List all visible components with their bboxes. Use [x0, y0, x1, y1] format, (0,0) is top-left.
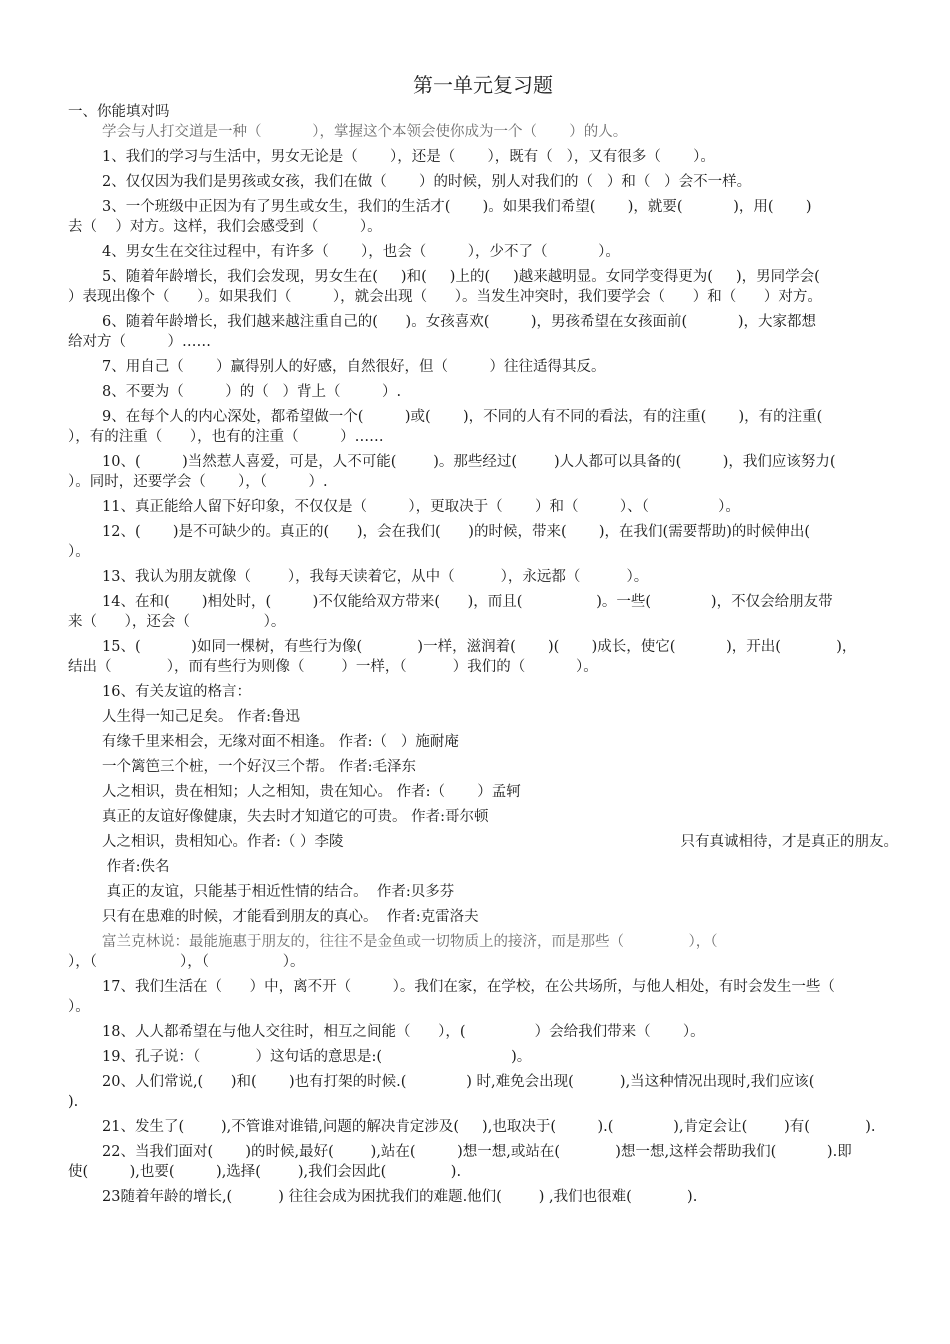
question-line-continued: 给对方（ ）……	[68, 334, 211, 350]
question-line: 12、( )是不可缺少的。真正的( )，会在我们( )的时候，带来( )，在我们(需要帮助)的时候伸出(	[102, 524, 811, 540]
question-line: 6、随着年龄增长，我们越来越注重自己的( )。女孩喜欢( )，男孩希望在女孩面前( )，大家都想	[102, 314, 817, 330]
question-item	[68, 567, 898, 587]
question-line: 19、孔子说：（ ）这句话的意思是:( )。	[102, 1049, 532, 1065]
question-line-continued: ），有的注重（ ），也有的注重（ ）……	[68, 429, 384, 445]
franklin-line-1: 富兰克林说：最能施惠于朋友的，往往不是金鱼或一切物质上的接济，而是那些（ ），（	[102, 934, 718, 950]
question-item	[68, 382, 898, 402]
quote-split-row	[68, 832, 898, 852]
question-item	[68, 592, 898, 632]
question-line: 13、我认为朋友就像（ ），我每天读着它，从中（ ），永远都（ ）。	[102, 569, 649, 585]
question-line-continued: 使( ),也要( ),选择( ),我们会因此( ).	[68, 1164, 462, 1180]
question-line-continued: ）表现出像个（ ）。如果我们（ ），就会出现（ ）。当发生冲突时，我们要学会（ ）和（ ）对方。	[68, 289, 822, 305]
question-line-continued: ）。	[68, 544, 90, 560]
quote-line: 人生得一知己足矣。 作者:鲁迅	[102, 709, 300, 725]
question-line: 3、一个班级中正因为有了男生或女生，我们的生活才( )。如果我们希望( )，就要( )，用( )	[102, 199, 812, 215]
question-item	[68, 977, 898, 1017]
question-line: 5、随着年龄增长，我们会发现，男女生在( )和( )上的( )越来越明显。女同学变得更为( )，男同学会(	[102, 269, 820, 285]
question-line-continued: 来（ ），还会（ ）。	[68, 614, 286, 630]
quote-line: 有缘千里来相会，无缘对面不相逢。 作者:（ ）施耐庵	[102, 734, 459, 750]
question-item	[68, 242, 898, 262]
question-line: 4、男女生在交往过程中，有许多（ ），也会（ ），少不了（ ）。	[102, 244, 620, 260]
franklin-quote	[68, 932, 898, 972]
question-line-continued: 结出（ ），而有些行为则像（ ）一样，（ ）我们的（ ）。	[68, 659, 598, 675]
quote-line: 一个篱笆三个桩，一个好汉三个帮。 作者:毛泽东	[102, 759, 416, 775]
franklin-line-2: ），（ ），（ ）。	[68, 954, 305, 970]
question-line-continued: ）。	[68, 999, 90, 1015]
question-line-continued: ）。同时，还要学会（ ），（ ）.	[68, 474, 328, 490]
intro-line: 学会与人打交道是一种（ ），掌握这个本领会使你成为一个（ ）的人。	[102, 124, 628, 140]
question-line: 10、( )当然惹人喜爱，可是，人不可能( )。那些经过( )人人都可以具备的( )，我们应该努力(	[102, 454, 836, 470]
question-item	[68, 1117, 898, 1137]
quote-list-2	[68, 857, 898, 927]
document-page	[68, 72, 898, 1207]
question-line: 1、我们的学习与生活中，男女无论是（ ），还是（ ），既有（ ），又有很多（ ）。	[102, 149, 715, 165]
quote-list	[68, 707, 898, 827]
question-item	[68, 497, 898, 517]
section-heading: 一、你能填对吗	[68, 104, 170, 120]
question-line: 15、( )如同一棵树，有些行为像( )一样，滋润着( )( )成长，使它( )，开出( )，	[102, 639, 857, 655]
question-list	[68, 147, 898, 702]
question-item	[68, 1072, 898, 1112]
question-line: 9、在每个人的内心深处，都希望做一个( )或( )，不同的人有不同的看法，有的注重( )，有的注重(	[102, 409, 823, 425]
document-title: 第一单元复习题	[413, 73, 553, 97]
question-item	[68, 522, 898, 562]
question-item	[68, 1047, 898, 1067]
question-item	[68, 267, 898, 307]
question-item	[68, 172, 898, 192]
question-item	[68, 357, 898, 377]
question-line: 21、发生了( ),不管谁对谁错,问题的解决肯定涉及( ),也取决于( ).( ),肯定会让( )有( ).	[102, 1119, 876, 1135]
question-item	[68, 1022, 898, 1042]
question-line: 20、人们常说,( )和( )也有打架的时候.( ) 时,难免会出现( ),当这种情况出现时,我们应该(	[102, 1074, 815, 1090]
question-list-2	[68, 977, 898, 1207]
question-line: 11、真正能给人留下好印象，不仅仅是（ ），更取决于（ ）和（ ）、（ ）。	[102, 499, 740, 515]
question-line: 14、在和( )相处时，( )不仅能给双方带来( )，而且( )。一些( )，不仅会给朋友带	[102, 594, 833, 610]
question-line: 2、仅仅因为我们是男孩或女孩，我们在做（ ）的时候，别人对我们的（ ）和（ ）会不一样。	[102, 174, 752, 190]
question-item	[68, 637, 898, 677]
question-item	[68, 682, 898, 702]
quote-split-left: 人之相识，贵相知心。作者:（ ）李陵	[102, 834, 344, 850]
quote-line: 真正的友谊好像健康，失去时才知道它的可贵。 作者:哥尔顿	[102, 809, 489, 825]
quote-line: 只有在患难的时候，才能看到朋友的真心。 作者:克雷洛夫	[102, 909, 479, 925]
question-line: 18、人人都希望在与他人交往时，相互之间能（ ），( ）会给我们带来（ ）。	[102, 1024, 705, 1040]
question-line: 22、当我们面对( )的时候,最好( ),站在( )想一想,或站在( )想一想,这样会帮助我们( ).即	[102, 1144, 852, 1160]
question-item	[68, 407, 898, 447]
question-line: 23随着年龄的增长,( ) 往往会成为困扰我们的难题.他们( ) ,我们也很难( ).	[102, 1189, 698, 1205]
quote-line: 作者:佚名	[102, 859, 170, 875]
question-line-continued: ).	[68, 1094, 79, 1110]
question-line-continued: 去（ ）对方。这样，我们会感受到（ ）。	[68, 219, 382, 235]
question-line: 17、我们生活在（ ）中，离不开（ ）。我们在家，在学校，在公共场所，与他人相处，有时会发生一些（	[102, 979, 835, 995]
question-item	[68, 1187, 898, 1207]
question-line: 7、用自己（ ）赢得别人的好感，自然很好，但（ ）往往适得其反。	[102, 359, 606, 375]
question-item	[68, 452, 898, 492]
question-item	[68, 147, 898, 167]
quote-line: 人之相识，贵在相知；人之相知，贵在知心。 作者:（ ）孟轲	[102, 784, 521, 800]
question-item	[68, 1142, 898, 1182]
quote-split-right: 只有真诚相待，才是真正的朋友。	[680, 834, 898, 850]
question-line: 8、不要为（ ）的（ ）背上（ ）.	[102, 384, 402, 400]
quote-line: 真正的友谊，只能基于相近性情的结合。 作者:贝多芬	[102, 884, 455, 900]
question-item	[68, 197, 898, 237]
question-item	[68, 312, 898, 352]
question-line: 16、有关友谊的格言：	[102, 684, 251, 700]
